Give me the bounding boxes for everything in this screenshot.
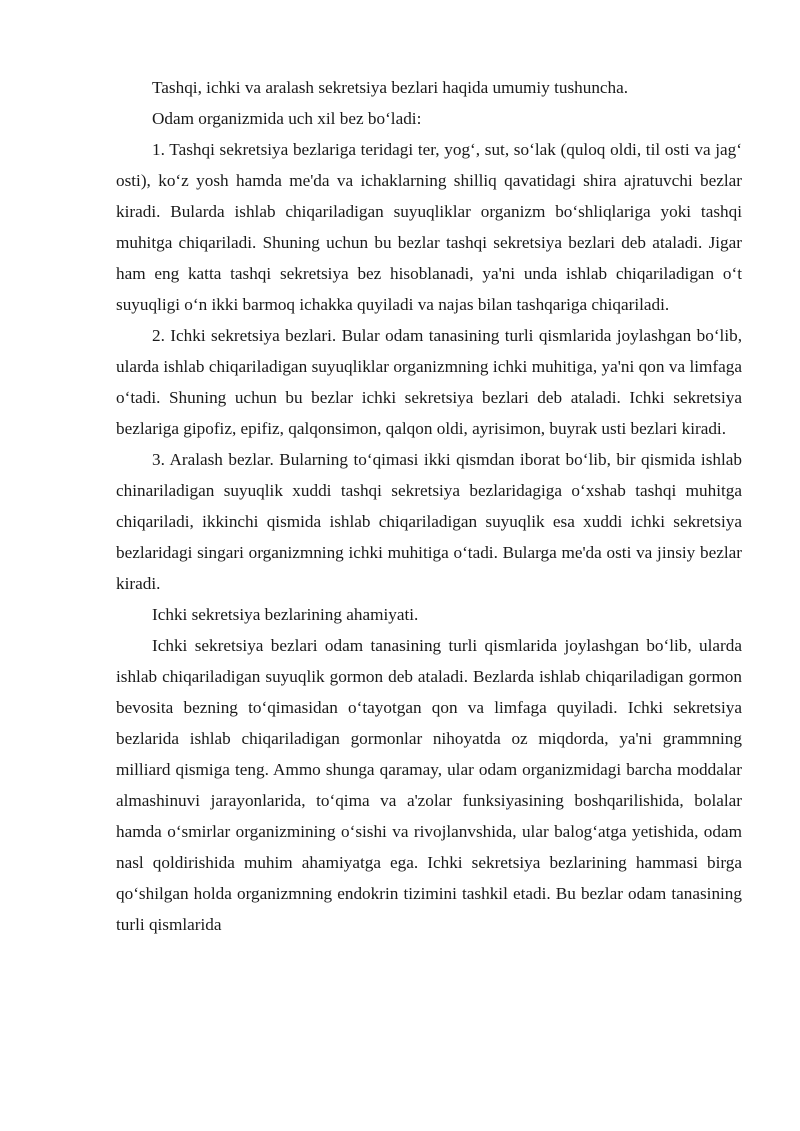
paragraph-mixed-glands: 3. Aralash bezlar. Bularning toʻqimasi ikki qismdan iborat boʻlib, bir qismida ishlab chinariladigan suyuqlik xuddi tashqi sekretsiya bezlaridagiga oʻxshab tashqi muhitga chiqariladi, ikkinchi qismida ishlab chiqariladigan suyuqlik esa xuddi ichki sekretsiya bezlaridagi singari organizmning ichki muhitiga oʻtadi. Bularga me'da osti va jinsiy bezlar kiradi. <box>116 450 742 593</box>
paragraph-external-glands: 1. Tashqi sekretsiya bezlariga teridagi ter, yogʻ, sut, soʻlak (quloq oldi, til osti va jagʻ osti), koʻz yosh hamda me'da va ichaklarning shilliq qavatidagi shira ajratuvchi bezlar kiradi. Bularda ishlab chiqariladigan suyuqliklar organizm boʻshliqlariga yoki tashqi muhitga chiqariladi. Shuning uchun bu bezlar tashqi sekretsiya bezlari deb ataladi. Jigar ham eng katta tashqi sekretsiya bez hisoblanadi, ya'ni unda ishlab chiqariladigan oʻt suyuqligi oʻn ikki barmoq ichakka quyiladi va najas bilan tashqariga chiqariladi. <box>116 140 742 314</box>
paragraph-internal-glands: 2. Ichki sekretsiya bezlari. Bular odam tanasining turli qismlarida joylashgan boʻlib, ularda ishlab chiqariladigan suyuqliklar organizmning ichki muhitiga, ya'ni qon va limfaga oʻtadi. Shuning uchun bu bezlar ichki sekretsiya bezlari deb ataladi. Ichki sekretsiya bezlariga gipofiz, epifiz, qalqonsimon, qalqon oldi, ayrisimon, buyrak usti bezlari kiradi. <box>116 326 742 438</box>
paragraph-hormones: Ichki sekretsiya bezlari odam tanasining turli qismlarida joylashgan boʻlib, ularda ishlab chiqariladigan suyuqlik gormon deb ataladi. Bezlarda ishlab chiqariladigan gormon bevosita bezning toʻqimasidan oʻtayotgan qon va limfaga quyiladi. Ichki sekretsiya bezlarida ishlab chiqariladigan gormonlar nihoyatda oz miqdorda, ya'ni grammning milliard qismiga teng. Ammo shunga qaramay, ular odam organizmidagi barcha moddalar almashinuvi jarayonlarida, toʻqima va a'zolar funksiyasining boshqarilishida, bolalar hamda oʻsmirlar organizmining oʻsishi va rivojlanvshida, ular balogʻatga yetishida, odam nasl qoldirishida muhim ahamiyatga ega. Ichki sekretsiya bezlarining hammasi birga qoʻshilgan holda organizmning endokrin tizimini tashkil etadi. Bu bezlar odam tanasining turli qismlarida <box>116 636 742 934</box>
paragraph-intro: Odam organizmida uch xil bez boʻladi: <box>152 109 422 128</box>
section-heading-importance: Ichki sekretsiya bezlarining ahamiyati. <box>152 605 419 624</box>
document-page <box>116 72 742 940</box>
section-heading-overview: Tashqi, ichki va aralash sekretsiya bezlari haqida umumiy tushuncha. <box>152 78 629 97</box>
